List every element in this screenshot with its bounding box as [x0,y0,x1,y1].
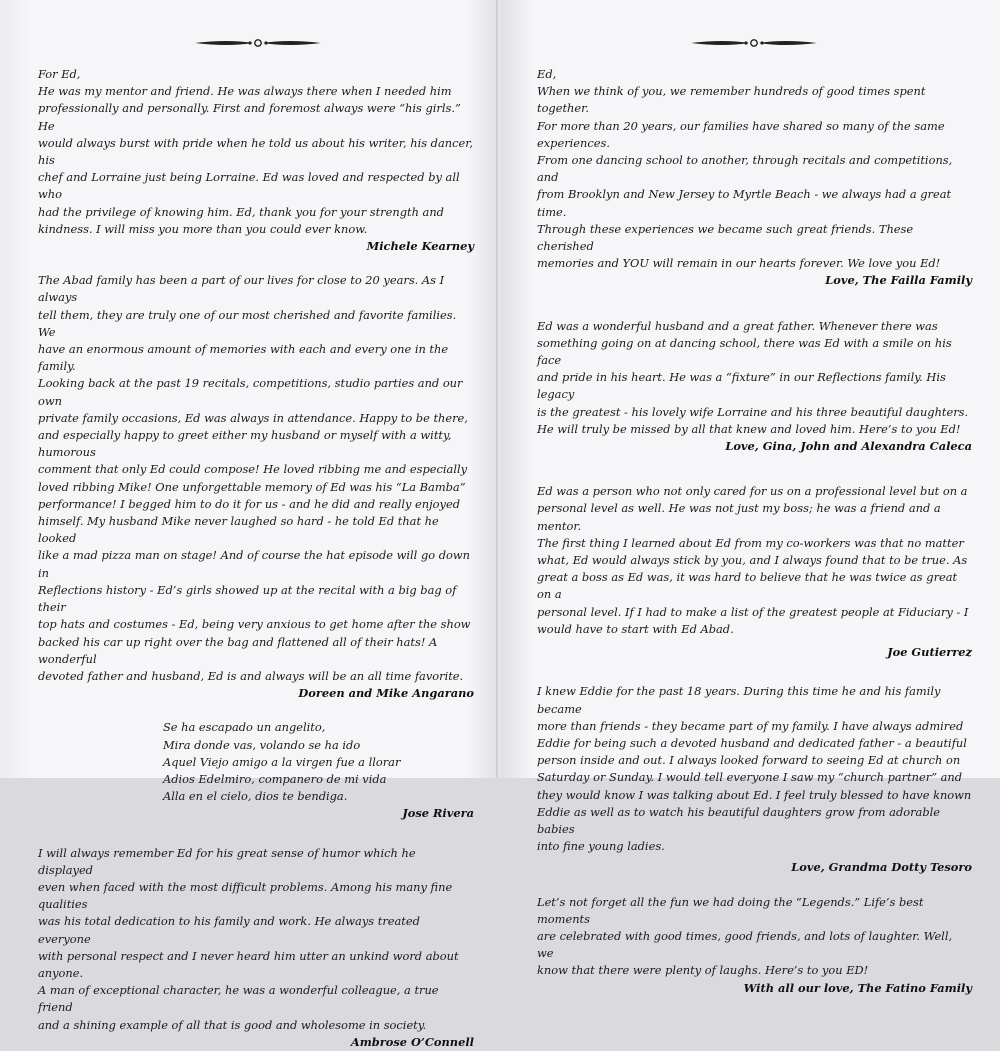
tribute-text: I will always remember Ed for his great sense of humor which he displayed even when faced with the most difficult problems. Among his many fine qualities was his total dedication to his family and work. He always treated everyone with personal respect and I never heard him utter an unkind word about anyone. A man of exceptional character, he was a wonderful colleague, a true friend and a shining example of all that is good and wholesome in society. [38,845,459,1032]
ornament-divider-icon [689,36,819,50]
tribute-entry [537,318,972,456]
tribute-signature: Doreen and Mike Angarano [298,686,474,701]
tribute-signature: With all our love, The Fatino Family [743,980,972,995]
tribute-text: The Abad family has been a part of our lives for close to 20 years. As I always tell them, they are truly one of our most cherished and favorite families. We have an enormous amount of memories with each and every one in the family. Looking back at the past 19 recitals, competitions, studio parties and our own private family occasions, Ed was always in attendance. Happy to be there, and especially happy to greet either my husband or myself with a witty, humorous comment that only Ed could compose! He loved ribbing me and especially loved ribbing Mike! One unforgettable memory of Ed was his “La Bamba” performance! I begged him to do it for us - and he did and really enjoyed himself. My husband Mike never laughed so hard - he told Ed that he looked like a mad pizza man on stage! And of course the hat episode will go down in Reflections history - Ed’s girls showed up at the recital with a big bag of their top hats and costumes - Ed, being very anxious to get home after the show backed his car up right over the bag and flattened all of their hats! A wonderful devoted father and husband, Ed is and always will be an all time favorite. [38,273,471,683]
tribute-text: I knew Eddie for the past 18 years. During this time he and his family became more than friends - they became part of my family. I have always admired Eddie for being such a devoted husband and dedicated father - a beautiful person inside and out. I always looked forward to seeing Ed at church on Saturday or Sunday. I would tell everyone I saw my “church partner” and they would know I was talking about Ed. I feel truly blessed to have known Eddie as well as to watch his beautiful daughters grow from adorable babies into fine young ladies. [537,684,972,854]
right-page [502,0,1000,995]
tribute-signature: Love, The Failla Family [825,273,972,288]
tribute-poem: Se ha escapado un angelito, Mira donde vas, volando se ha ido Aquel Viejo amigo a la virgen fue a llorar Adios Edelmiro, companero de mi vida Alla en el cielo, dios te bendiga. [163,720,401,804]
tribute-signature: Jose Rivera [402,806,474,821]
tribute-signature: Joe Gutierrez [887,645,972,660]
tribute-text: Let’s not forget all the fun we had doing the “Legends.” Life’s best moments are celebrated with good times, good friends, and lots of laughter. Well, we know that there were plenty of laughs. Here’s to you ED! [537,894,953,978]
tribute-text: Ed was a wonderful husband and a great father. Whenever there was something going on at dancing school, there was Ed with a smile on his face and pride in his heart. He was a “fixture” in our Reflections family. His legacy is the greatest - his lovely wife Lorraine and his three beautiful daughters. He will truly be missed by all that knew and loved him. Here’s to you Ed! [537,318,969,436]
tribute-entry [38,272,474,702]
tribute-entry [38,66,474,255]
tribute-entry [537,66,972,290]
tribute-signature: Ambrose O’Connell [350,1034,474,1049]
tribute-entry [537,894,972,997]
tribute-signature: Love, Gina, John and Alexandra Caleca [725,439,972,454]
left-page [0,0,498,1049]
tribute-signature: Michele Kearney [366,239,474,254]
tribute-entry [537,683,972,876]
ornament-divider-icon [193,36,323,50]
tribute-text: Ed was a person who not only cared for us on a professional level but on a personal level as well. He was not just my boss; he was a friend and a mentor. The first thing I learned about Ed from my co-workers was that no matter what, Ed would always stick by you, and I always found that to be true. As great a boss as Ed was, it was hard to believe that he was twice as great on a personal level. If I had to make a list of the greatest people at Fiduciary - I would have to start with Ed Abad. [537,484,969,636]
tribute-entry [38,719,474,822]
tribute-entry [38,845,474,1051]
tribute-entry [537,483,972,661]
tribute-text: Ed, When we think of you, we remember hundreds of good times spent together. For more than 20 years, our families have shared so many of the same experiences. From one dancing school to another, through recitals and competitions, and from Brooklyn and New Jersey to Myrtle Beach - we always had a great time. Through these experiences we became such great friends. These cherished memories and YOU will remain in our hearts forever. We love you Ed! [537,67,953,271]
tribute-signature: Love, Grandma Dotty Tesoro [791,860,972,875]
tribute-text: For Ed, He was my mentor and friend. He was always there when I needed him professionally and personally. First and foremost always were “his girls.” He would always burst with pride when he told us about his writer, his dancer, his chef and Lorraine just being Lorraine. Ed was loved and respected by all who had the privilege of knowing him. Ed, thank you for your strength and kindness. I will miss you more than you could ever know. [38,67,474,236]
